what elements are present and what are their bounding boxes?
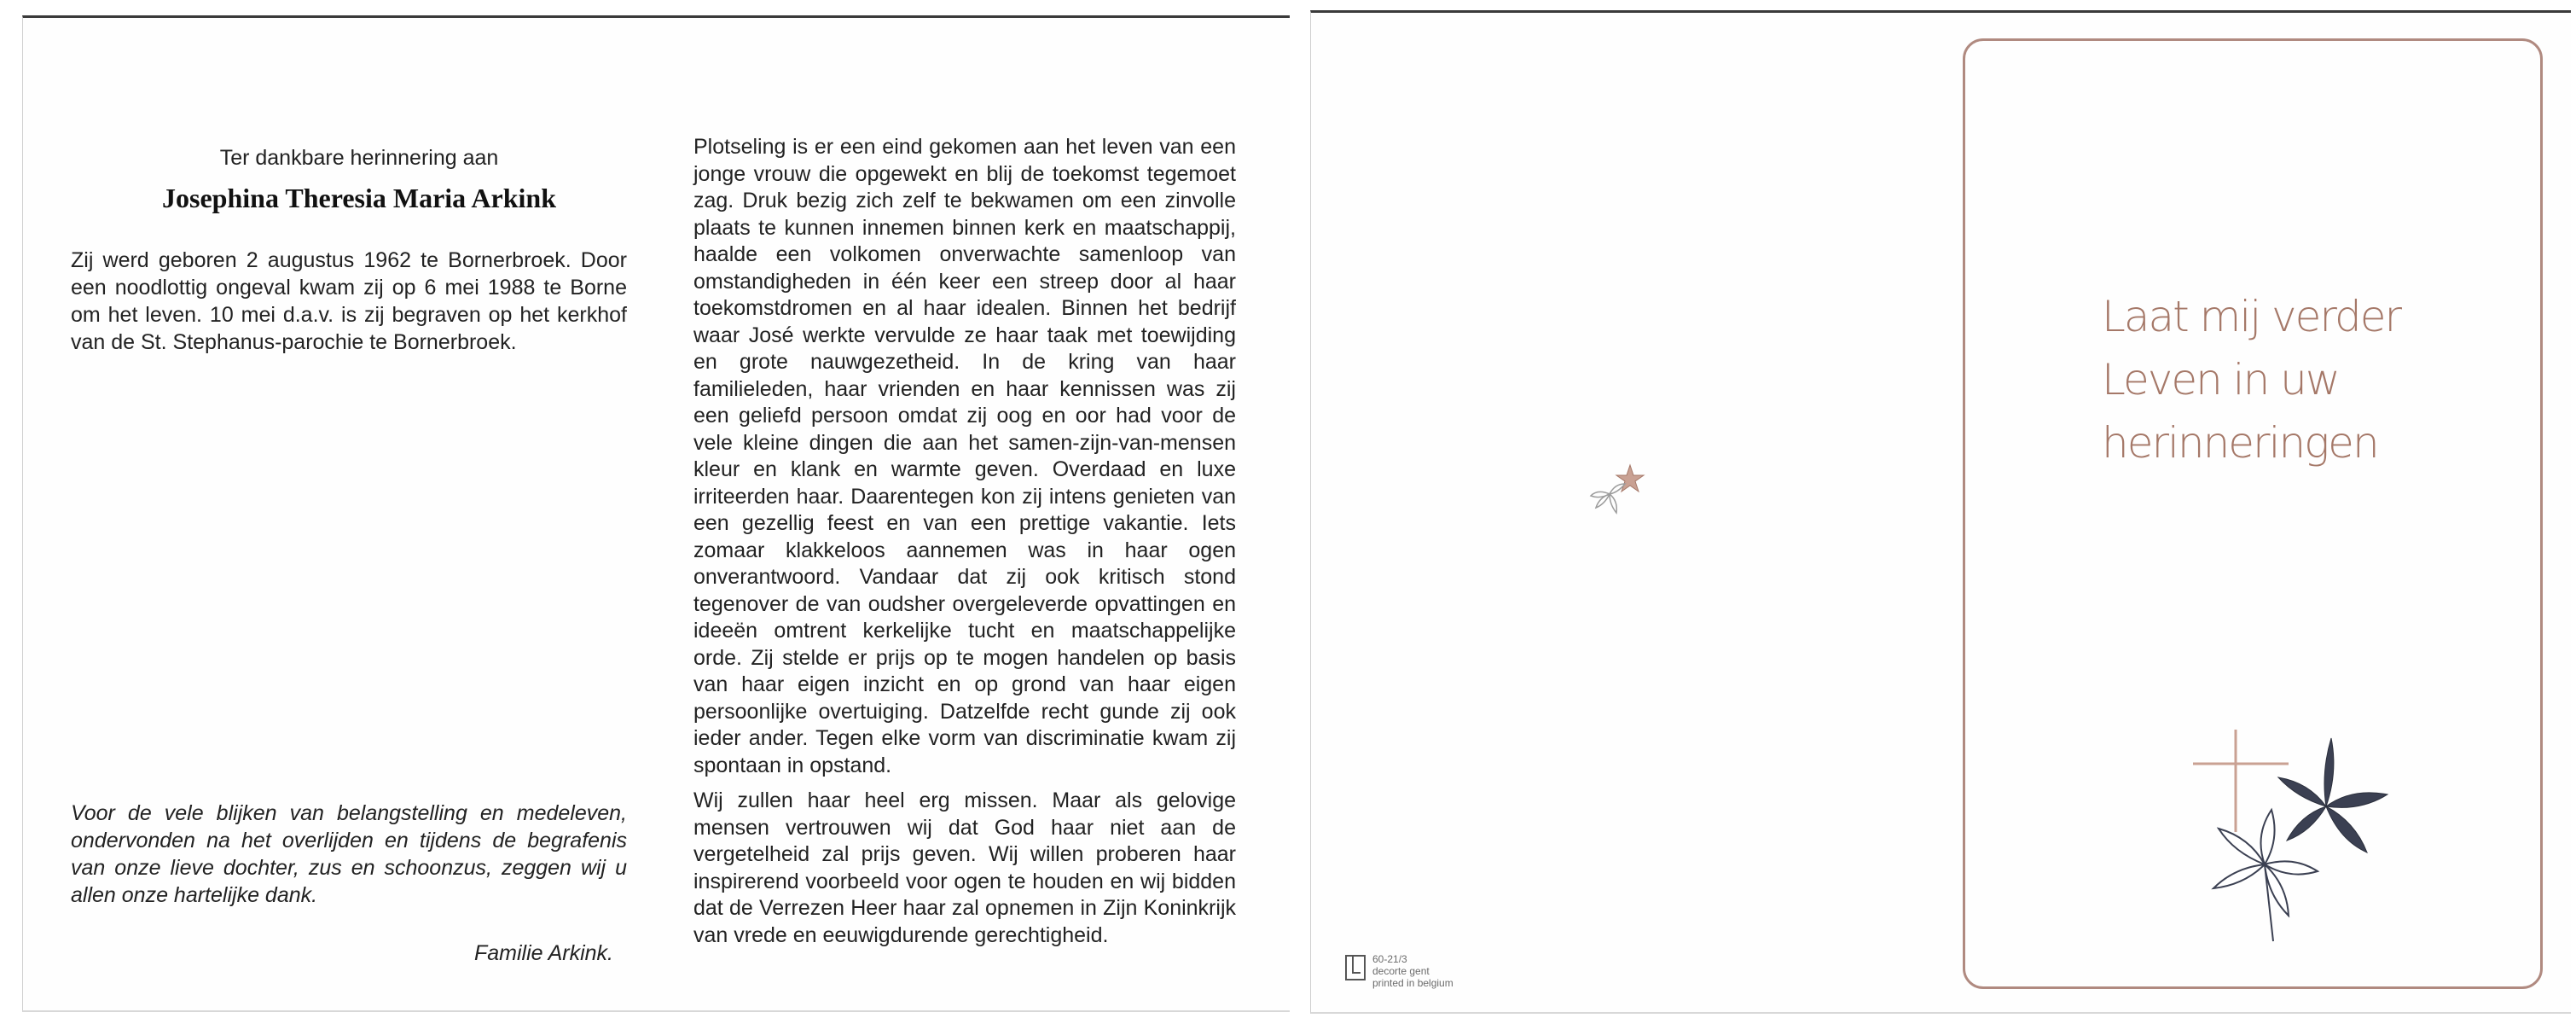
verse-text <box>2102 285 2400 474</box>
thanks-text: Voor de vele blijken van belangstelling en medeleven, ondervonden na het overlijden en tijdens de begrafenis van onze lieve dochter, zus en schoonzus, zeggen wij u allen onze hartelijke dank. <box>71 801 627 907</box>
small-star-flower-icon <box>1581 450 1666 518</box>
memorial-card-front <box>1310 10 2571 1014</box>
deceased-name: Josephina Theresia Maria Arkink <box>162 183 556 213</box>
memorial-card-inside-left <box>22 15 1290 1012</box>
memorial-story <box>693 134 1236 957</box>
biography-text: Zij werd geboren 2 augustus 1962 te Bornerbroek. Door een noodlottig ongeval kwam zij op 6 mei 1988 te Borne om het leven. 10 mei d.a.v. is zij begraven op het kerkhof van de St. Stephanus-parochie te Bornerbroek. <box>71 248 627 354</box>
intro-text: Ter dankbare herinnering aan <box>219 146 499 170</box>
family-signature: Familie Arkink. <box>474 941 613 965</box>
printer-text-block <box>1372 953 1453 989</box>
printer-imprint <box>1345 950 1550 992</box>
story-paragraph-1: Plotseling is er een eind gekomen aan het leven van een jonge vrouw die opgewekt en blij de toekomst tegemoet zag. Druk bezig zich zelf te bekwamen om een zinvolle plaats te kunnen innemen binnen kerk en maatschappij, haalde een volkomen onverwachte samenloop van omstandigheden in één keer een streep door al haar toekomstdromen en al haar idealen. Binnen het bedrijf waar José werkte vervulde ze haar taak met toewijding en grote nauwgezetheid. In de kring van haar familieleden, haar vrienden en haar kennissen was zij een geliefd persoon omdat zij oog en oor had voor de vele kleine dingen die aan het samen-zijn-van-mensen kleur en klank en warmte geven. Overdaad en luxe irriteerden haar. Daarentegen kon zij intens genieten van een gezellig feest en van een prettige vakantie. Iets zomaar klakkeloos aannemen was in haar ogen onverantwoord. Vandaar dat zij ook kritisch stond tegenover de van oudsher overgeleverde opvattingen en ideeën omtrent kerkelijke tucht en maatschappelijke orde. Zij stelde er prijs op te mogen handelen op basis van haar eigen inzicht en op grond van haar eigen persoonlijke overtuiging. Datzelfde recht gunde zij ook ieder ander. Tegen elke vorm van discriminatie kwam zij spontaan in opstand. <box>693 135 1236 777</box>
cross-icon <box>2193 730 2289 832</box>
verse-line-3: herinneringen <box>2102 418 2378 468</box>
printer-name: decorte gent <box>1372 965 1430 977</box>
verse-line-2: Leven in uw <box>2102 355 2339 404</box>
lily-flower-icon <box>2186 721 2391 951</box>
printer-origin: printed in belgium <box>1372 977 1453 989</box>
printer-code: 60-21/3 <box>1372 953 1407 965</box>
verse-line-1: Laat mij verder <box>2102 292 2401 341</box>
intro-block <box>95 146 624 214</box>
story-paragraph-2: Wij zullen haar heel erg missen. Maar als gelovige mensen vertrouwen wij dat God haar niet aan de vergetelheid zal prijs geven. Wij willen proberen haar inspirerend voorbeeld voor ogen te houden en wij bidden dat de Verrezen Heer haar zal opnemen in Zijn Koninkrijk van vrede en eeuwigdurende gerechtigheid. <box>693 788 1236 947</box>
printer-logo-icon <box>1345 955 1366 980</box>
